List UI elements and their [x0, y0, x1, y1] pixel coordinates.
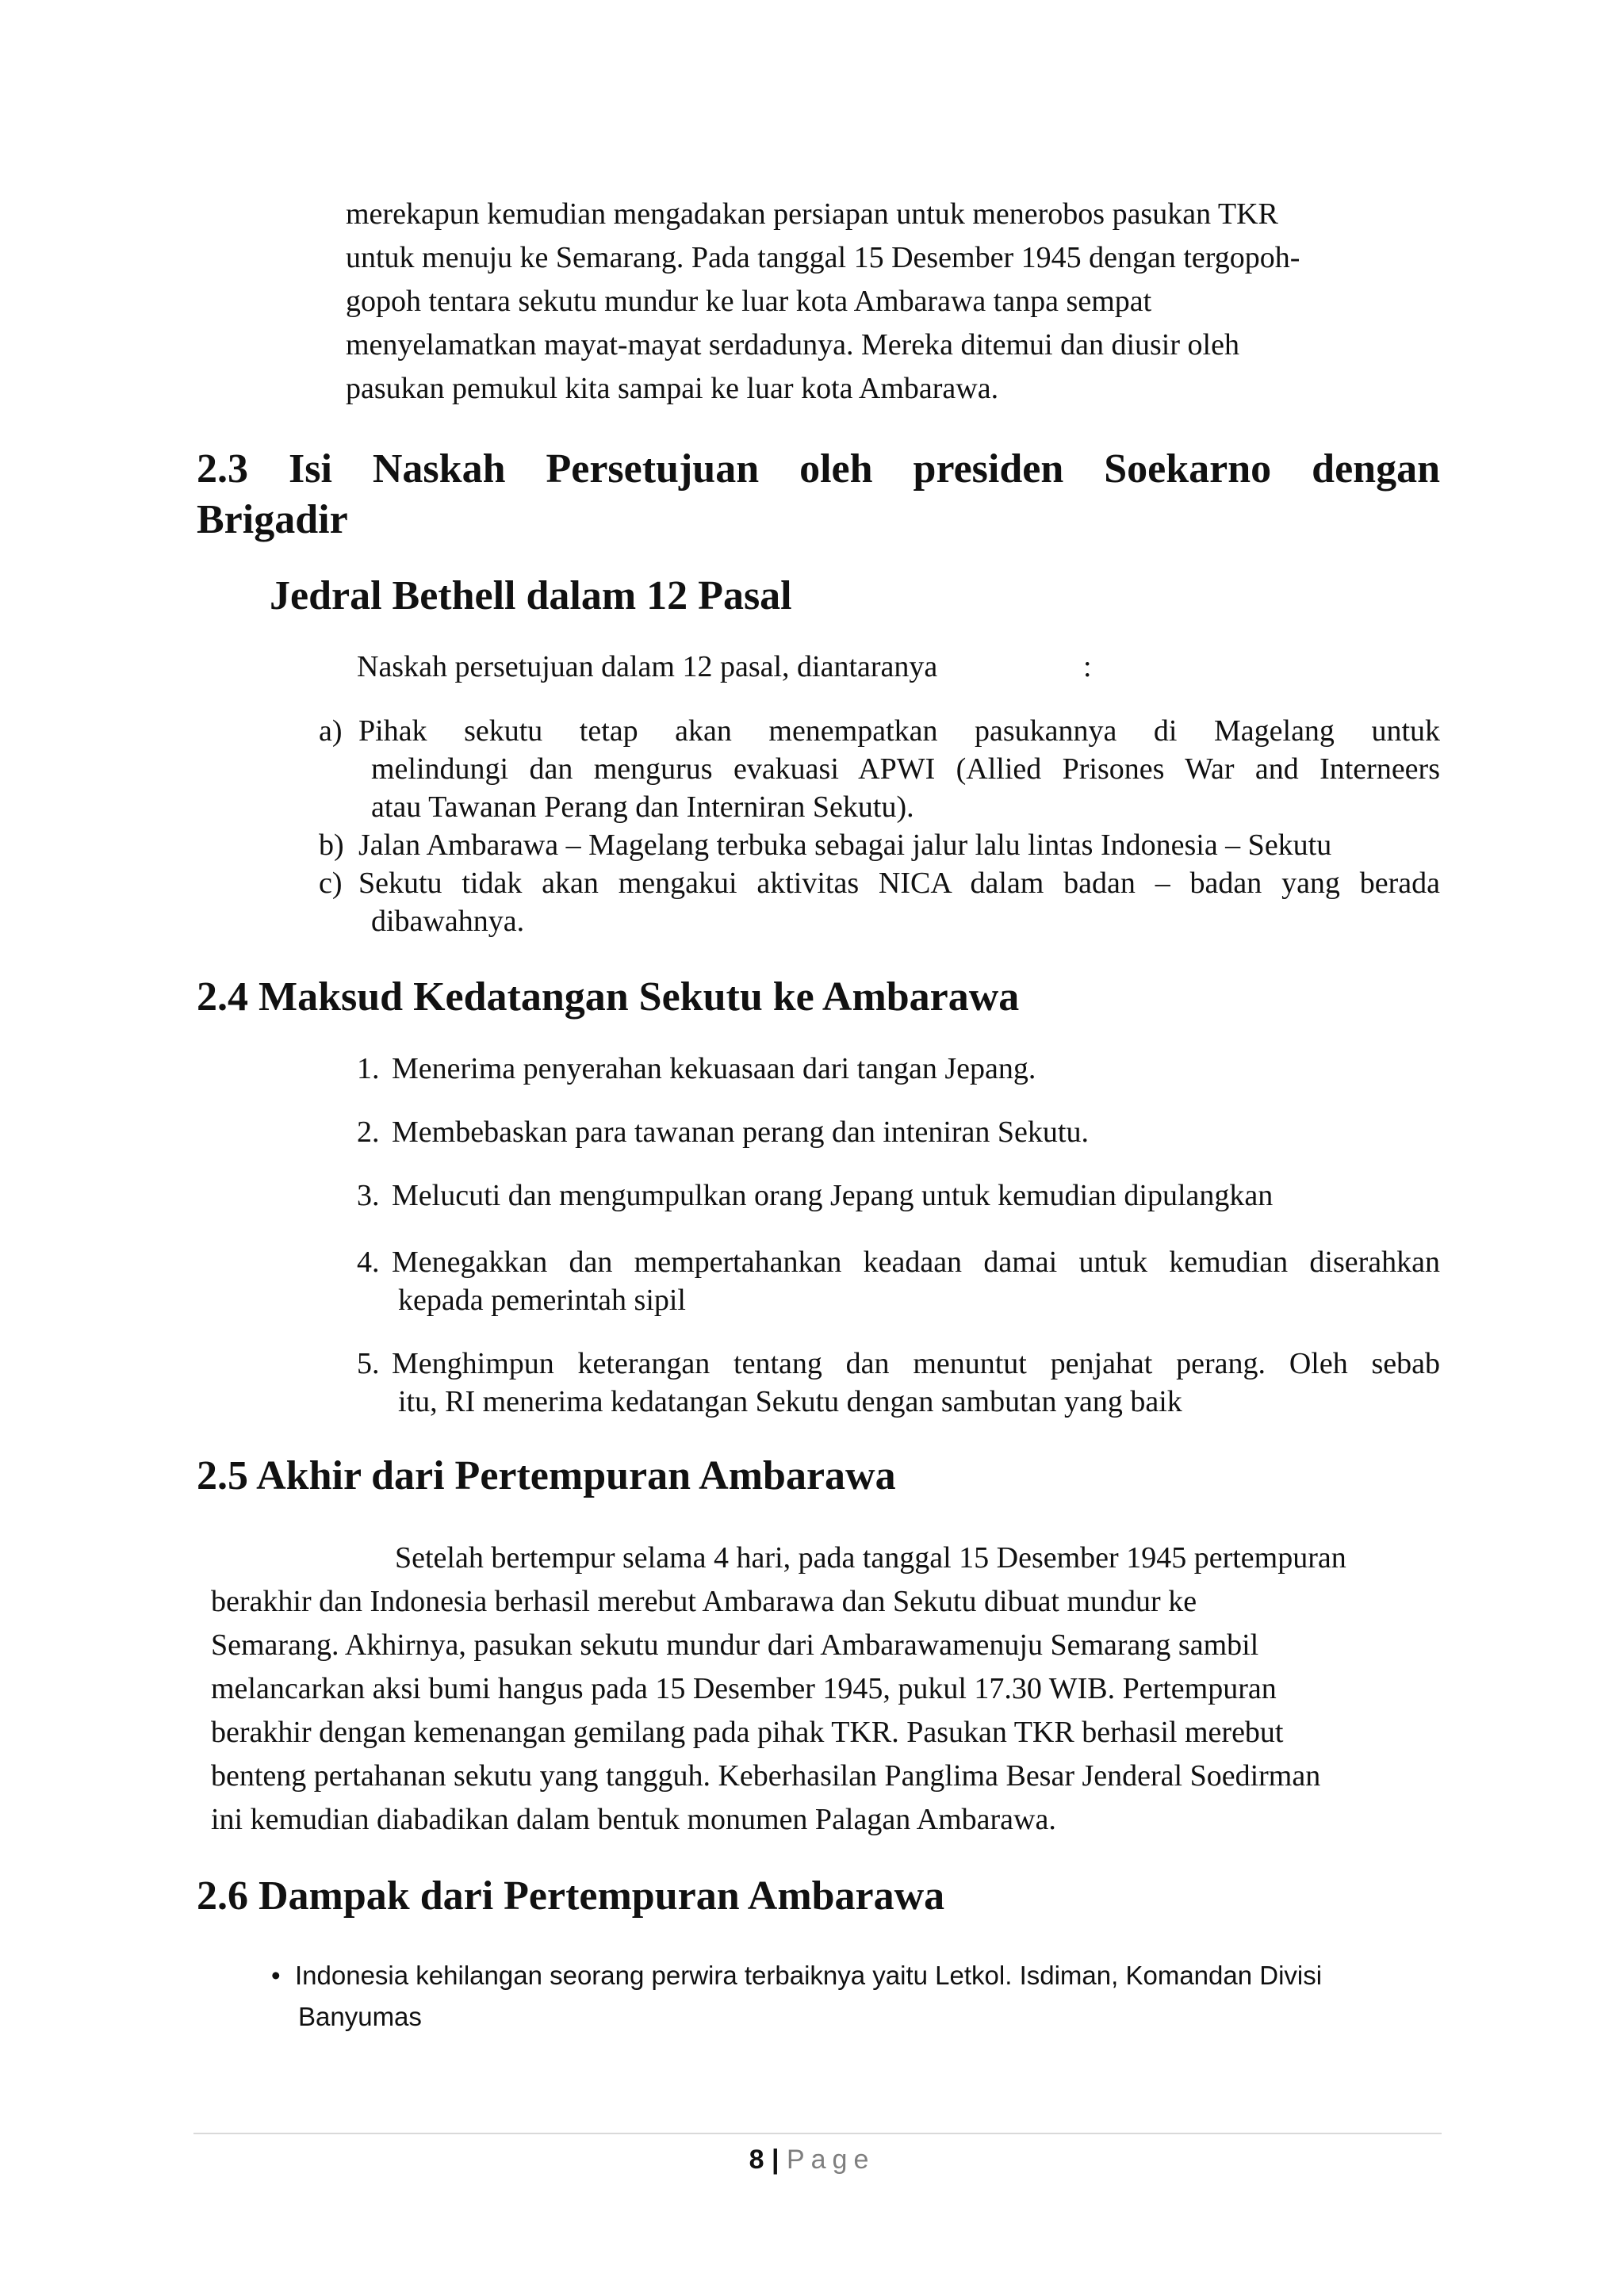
list-item-line: atau Tawanan Perang dan Interniran Sekutu).: [371, 790, 914, 824]
bullet-line: Banyumas: [298, 2002, 422, 2031]
paragraph-line: berakhir dengan kemenangan gemilang pada pihak TKR. Pasukan TKR berhasil merebut: [211, 1716, 1284, 1749]
section-2-3-heading-cont: Brigadir: [197, 497, 348, 542]
list-item-line: Melucuti dan mengumpulkan orang Jepang untuk kemudian dipulangkan: [392, 1179, 1274, 1212]
list-marker: 4.: [357, 1246, 380, 1279]
list-marker: 3.: [357, 1179, 380, 1212]
list-item-line: dibawahnya.: [371, 905, 525, 938]
section-2-6-heading: 2.6 Dampak dari Pertempuran Ambarawa: [197, 1873, 945, 1919]
list-item: [357, 1050, 1440, 1088]
paragraph-line: Semarang. Akhirnya, pasukan sekutu mundur dari Ambarawamenuju Semarang sambil: [211, 1628, 1259, 1662]
list-marker: c): [319, 867, 343, 900]
list-item-line: Jalan Ambarawa – Magelang terbuka sebagai jalur lalu lintas Indonesia – Sekutu: [358, 828, 1332, 862]
list-item: [319, 712, 1440, 826]
page-label: Page: [786, 2145, 875, 2175]
agreement-list: [319, 712, 1440, 940]
list-item-line: Sekutu tidak akan mengakui aktivitas NICA dalam badan – badan yang berada: [358, 867, 1440, 900]
list-item-line: Menghimpun keterangan tentang dan menuntut penjahat perang. Oleh sebab: [392, 1347, 1440, 1380]
list-item-line: Menerima penyerahan kekuasaan dari tangan Jepang.: [392, 1052, 1036, 1085]
top-paragraph-line: merekapun kemudian mengadakan persiapan untuk menerobos pasukan TKR: [346, 197, 1278, 231]
bullet-list-item: [271, 1955, 1429, 2038]
list-marker: a): [319, 714, 343, 748]
paragraph-line: berakhir dan Indonesia berhasil merebut Ambarawa dan Sekutu dibuat mundur ke: [211, 1585, 1197, 1618]
intro-colon: :: [1083, 650, 1092, 683]
paragraph-line: ini kemudian diabadikan dalam bentuk monumen Palagan Ambarawa.: [211, 1803, 1056, 1836]
paragraph-line: Setelah bertempur selama 4 hari, pada tanggal 15 Desember 1945 pertempuran: [395, 1541, 1346, 1575]
paragraph-line: melancarkan aksi bumi hangus pada 15 Desember 1945, pukul 17.30 WIB. Pertempuran: [211, 1672, 1277, 1705]
list-item: [357, 1345, 1440, 1421]
list-item-line: itu, RI menerima kedatangan Sekutu dengan sambutan yang baik: [398, 1385, 1182, 1418]
list-item: [357, 1243, 1440, 1319]
section-2-5-heading: 2.5 Akhir dari Pertempuran Ambarawa: [197, 1453, 896, 1498]
intro-text: Naskah persetujuan dalam 12 pasal, diantaranya: [357, 650, 938, 683]
bullet-line: Indonesia kehilangan seorang perwira terbaiknya yaitu Letkol. Isdiman, Komandan Divisi: [295, 1961, 1323, 1990]
section-2-3-intro: [357, 647, 1092, 687]
top-paragraph-line: gopoh tentara sekutu mundur ke luar kota Ambarawa tanpa sempat: [346, 285, 1152, 318]
top-paragraph-line: menyelamatkan mayat-mayat serdadunya. Mereka ditemui dan diusir oleh: [346, 328, 1239, 362]
bullet-icon: •: [271, 1961, 281, 1990]
section-2-3-heading: 2.3 Isi Naskah Persetujuan oleh presiden Soekarno dengan: [197, 446, 1440, 492]
list-marker: 5.: [357, 1347, 380, 1380]
top-paragraph: [346, 193, 1448, 411]
list-item-line: Membebaskan para tawanan perang dan inteniran Sekutu.: [392, 1115, 1089, 1149]
page-footer: [0, 2141, 1624, 2179]
list-item-line: melindungi dan mengurus evakuasi APWI (Allied Prisones War and Interneers: [371, 752, 1440, 786]
list-item-line: Pihak sekutu tetap akan menempatkan pasukannya di Magelang untuk: [358, 714, 1440, 748]
paragraph-line: benteng pertahanan sekutu yang tangguh. Keberhasilan Panglima Besar Jenderal Soedirman: [211, 1759, 1321, 1793]
list-item: [357, 1177, 1440, 1215]
list-item: [319, 826, 1440, 864]
section-2-3-subheading: Jedral Bethell dalam 12 Pasal: [270, 573, 792, 618]
section-2-5-paragraph: [211, 1536, 1440, 1842]
list-marker: 2.: [357, 1115, 380, 1149]
list-marker: 1.: [357, 1052, 380, 1085]
list-item: [357, 1113, 1440, 1151]
section-2-4-heading: 2.4 Maksud Kedatangan Sekutu ke Ambarawa: [197, 974, 1020, 1020]
page-number: 8: [749, 2145, 764, 2175]
list-item-line: Menegakkan dan mempertahankan keadaan damai untuk kemudian diserahkan: [392, 1246, 1440, 1279]
list-item: [319, 864, 1440, 940]
footer-separator: |: [772, 2145, 779, 2175]
list-marker: b): [319, 828, 344, 862]
top-paragraph-line: pasukan pemukul kita sampai ke luar kota Ambarawa.: [346, 372, 999, 405]
list-item-line: kepada pemerintah sipil: [398, 1284, 686, 1317]
footer-divider: [193, 2133, 1442, 2134]
top-paragraph-line: untuk menuju ke Semarang. Pada tanggal 15 Desember 1945 dengan tergopoh-: [346, 241, 1300, 274]
